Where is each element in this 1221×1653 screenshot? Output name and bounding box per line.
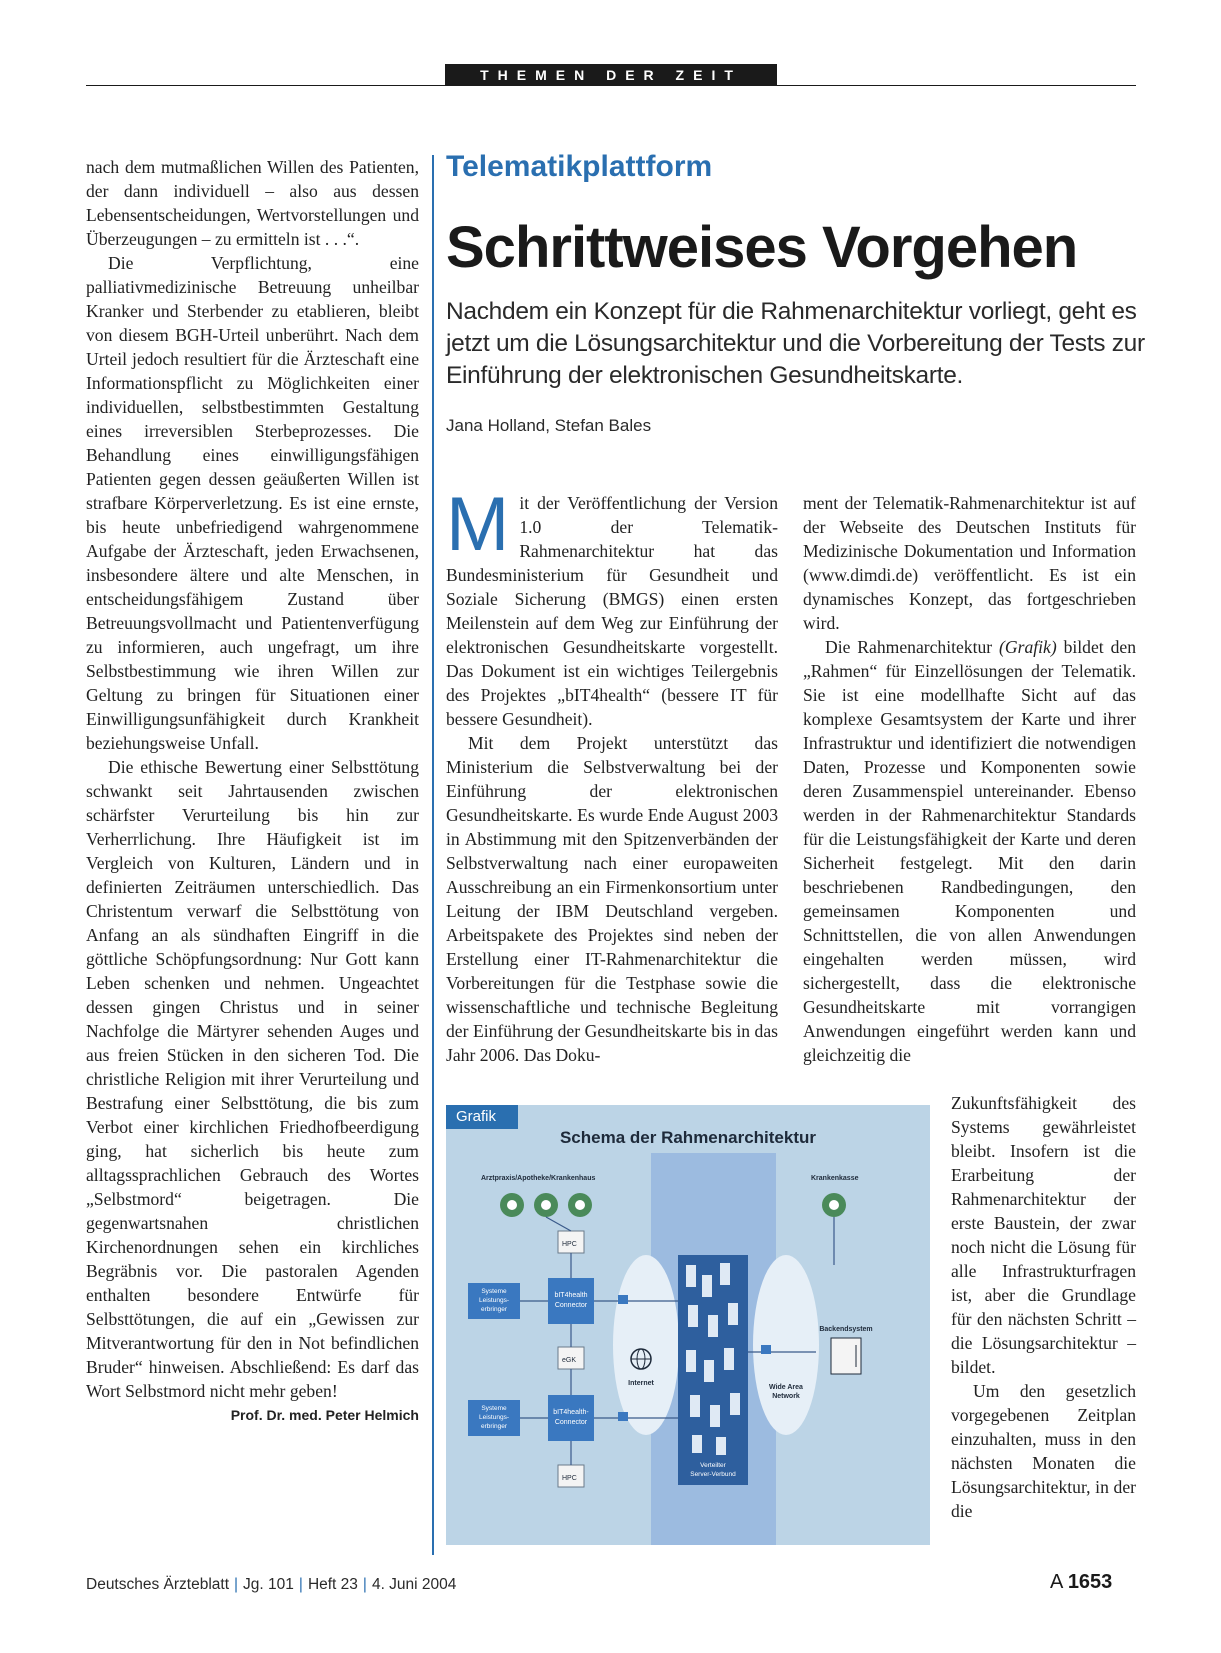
paragraph-text: bildet den „Rahmen“ für Einzellösungen der Telematik. Sie ist eine modellhafte Sicht auf das komplexe Gesamtsystem der Karte und ihrer Infrastruktur und identifiziert die notwendigen Daten, Prozesse und Komponenten sowie deren Zusammenspiel untereinander. Ebenso werden in der Rahmenarchitektur Standards für die Leistungsfähigkeit der Karte und deren Sicherheit festgelegt. Mit den darin beschriebenen Randbedingungen, den gemeinsamen Komponenten und Schnittstellen, die von allen Anwendungen eingehalten werden müssen, wird sichergestellt, dass die elektronische Gesundheitskarte mit vorrangigen Anwendungen eingeführt werden kann und gleichzeitig die <box>803 637 1136 1065</box>
label-systems1-b: Leistungs- <box>479 1297 509 1304</box>
label-systems2-a: Systeme <box>481 1405 507 1412</box>
paragraph: nach dem mutmaßlichen Willen des Patienten, der dann individuell – also aus dessen Lebensentscheidungen, Wertvorstellungen und Überzeugungen – zu ermitteln ist . . .“. <box>86 157 419 249</box>
paragraph-text: Die Rahmenarchitektur <box>825 637 1000 657</box>
label-systems2-b: Leistungs- <box>479 1414 509 1421</box>
paragraph-text: it der Veröffentlichung der Version 1.0 der Telematik-Rahmenarchitektur hat das Bundesministerium für Gesundheit und Soziale Sicherung (BMGS) einen ersten Meilenstein auf dem Weg zur Einführung der elektronischen Gesundheitskarte vorgestellt. Das Dokument ist ein wichtiges Teilergebnis des Projektes „bIT4health“ (bessere IT für bessere Gesundheit). <box>446 493 778 729</box>
footer-citation: Deutsches Ärzteblatt | Jg. 101 | Heft 23 | 4. Juni 2004 <box>86 1576 457 1593</box>
right-column-narrow <box>951 1091 1136 1523</box>
paragraph: Zukunftsfähigkeit des Systems gewährleistet bleibt. Insofern ist die Erarbeitung der Rahmenarchitektur der erste Baustein, der zwar noch nicht die Lösung für alle Infrastrukturfragen ist, aber die Grundlage für den nächsten Schritt – die Lösungsarchitektur – bildet. <box>951 1093 1136 1377</box>
journal-name: Deutsches Ärzteblatt <box>86 1576 230 1593</box>
page-prefix: A <box>1050 1571 1063 1593</box>
column-divider <box>432 155 434 1555</box>
figure-reference: (Grafik) <box>999 637 1057 657</box>
label-wan-a: Wide Area <box>769 1384 803 1391</box>
middle-column <box>446 482 778 1067</box>
label-hpc-bottom: HPC <box>562 1475 577 1482</box>
article-authors: Jana Holland, Stefan Bales <box>446 416 652 435</box>
paragraph-text: Die ethische Bewertung einer Selbsttötung schwankt seit Jahrtausenden zwischen schärfster Verurteilung bis hin zur Verherrlichung. Ihre Häufigkeit ist im Vergleich von Kulturen, Ländern und in definierten Zeiträumen unterschiedlich. Das Christentum verwarf die Selbsttötung von Anfang an als sündhaften Eingriff in die göttliche Schöpfungsordnung: Nur Gott kann Leben schenken und nehmen. Ungeachtet dessen gingen Christus und in seiner Nachfolge die Märtyrer sehenden Auges und aus freien Stücken in den sicheren Tod. Die christliche Religion mit ihrer Verurteilung und Bestrafung einer Selbsttötung, die bis zum Verbot einer kirchlichen Friedhofbeerdigung ging, hat sicherlich bis heute zum alltagssprachlichen Gebrauch des Wortes „Selbstmord“ beigetragen. Die gegenwartsnahen christlichen Kirchenordnungen sehen ein kirchliches Begräbnis vor. Die pastoralen Agenden enthalten besondere Entwürfe für Selbsttötungen, die auf ein „Gewissen zur Mitverantwortung für den in Not befindlichen Bruder“ hinweisen. Abschließend: Es darf das Wort Selbstmord nicht mehr geben! <box>86 757 419 1401</box>
label-egk: eGK <box>562 1357 577 1364</box>
label-connector1-b: Connector <box>554 1302 588 1309</box>
paragraph: Die Verpflichtung, eine palliativmedizinische Betreuung unheilbar Kranker und Sterbender zu etablieren, bleibt von diesem BGH-Urteil unberührt. Nach dem Urteil jedoch resultiert für die Ärzteschaft eine Informationspflicht zu Möglichkeiten einer individuellen, selbstbestimmten Gestaltung eines irreversiblen Sterbeprozesses. Die Behandlung eines einwilligungsfähigen Patienten gegen dessen geäußerten Willen ist strafbare Körperverletzung. Es ist eine ernste, bis heute unbefriedigend wahrgenommene Aufgabe der Ärzteschaft, jeden Erwachsenen, insbesondere ältere und alte Menschen, in entscheidungsfähigem Zustand über Betreuungsvollmacht und Patientenverfügung zu informieren, auch ungefragt, um ihre Selbstbestimmung wie ihren Willen zur Geltung zu bringen für Situationen einer Einwilligungsunfähigkeit durch Krankheit beziehungsweise Unfall. <box>86 253 419 753</box>
connector-box-1 <box>548 1278 594 1324</box>
architecture-diagram <box>446 1105 930 1545</box>
label-hpc-top: HPC <box>562 1241 577 1248</box>
label-connector1-a: bIT4health <box>554 1292 588 1299</box>
label-connector2-b: Connector <box>554 1419 588 1426</box>
label-top-right: Krankenkasse <box>811 1175 859 1182</box>
label-backend: Backendsystem <box>819 1326 873 1333</box>
figure-tag: Grafik <box>446 1105 518 1129</box>
label-top-left: Arztpraxis/Apotheke/Krankenhaus <box>481 1175 596 1182</box>
label-server-b: Server-Verbund <box>690 1471 736 1478</box>
article-headline: Schrittweises Vorgehen <box>446 215 1078 280</box>
paragraph <box>86 755 419 1423</box>
label-systems1-c: erbringer <box>480 1306 508 1313</box>
connector-box-2 <box>548 1395 594 1441</box>
article-kicker: Telematikplattform <box>446 150 713 183</box>
label-wan-b: Network <box>772 1393 800 1400</box>
figure-title: Schema der Rahmenarchitektur <box>559 1128 817 1147</box>
right-column <box>803 491 1136 1067</box>
issue: Heft 23 <box>307 1576 358 1593</box>
page-number <box>1050 1571 1112 1594</box>
paragraph: Um den gesetzlich vorgegebenen Zeitplan einzuhalten, muss in den nächsten Monaten die Lösungsarchitektur, in der die <box>951 1381 1136 1521</box>
architecture-figure <box>446 1105 930 1545</box>
section-banner: THEMEN DER ZEIT <box>445 64 777 86</box>
label-server-a: Verteilter <box>700 1462 726 1469</box>
internet-cloud <box>613 1255 679 1435</box>
date: 4. Juni 2004 <box>371 1576 457 1593</box>
drop-cap: M <box>446 482 510 567</box>
paragraph <box>446 482 778 731</box>
page-value: 1653 <box>1067 1571 1113 1593</box>
label-internet: Internet <box>628 1380 654 1387</box>
label-systems2-c: erbringer <box>480 1423 508 1430</box>
label-systems1-a: Systeme <box>481 1288 507 1295</box>
volume: Jg. 101 <box>243 1576 294 1593</box>
label-connector2-a: bIT4health- <box>553 1409 589 1416</box>
paragraph: ment der Telematik-Rahmenarchitektur ist auf der Webseite des Deutschen Instituts für Medizinische Dokumentation und Information (www.dimdi.de) veröffentlicht. Es ist ein dynamisches Konzept, das fortgeschrieben wird. <box>803 493 1136 633</box>
author-signature: Prof. Dr. med. Peter Helmich <box>230 1407 419 1423</box>
left-column <box>86 155 419 1427</box>
header-rule <box>86 85 1136 86</box>
paragraph <box>803 635 1136 1067</box>
paragraph: Mit dem Projekt unterstützt das Ministerium die Selbstverwaltung bei der Einführung der elektronischen Gesundheitskarte. Es wurde Ende August 2003 in Abstimmung mit den Spitzenverbänden der Selbstverwaltung nach einer europaweiten Ausschreibung an ein Firmenkonsortium unter Leitung der IBM Deutschland vergeben. Arbeitspakete des Projektes sind neben der Erstellung einer IT-Rahmenarchitektur die Vorbereitungen für die Testphase sowie die wissenschaftliche und technische Begleitung der Einführung der Gesundheitskarte bis in das Jahr 2006. Das Doku- <box>446 733 778 1065</box>
article-lead: Nachdem ein Konzept für die Rahmenarchitektur vorliegt, geht es jetzt um die Lösungsarchitektur und die Vorbereitung der Tests zur Einführung der elektronischen Gesundheitskarte. <box>446 298 1145 389</box>
